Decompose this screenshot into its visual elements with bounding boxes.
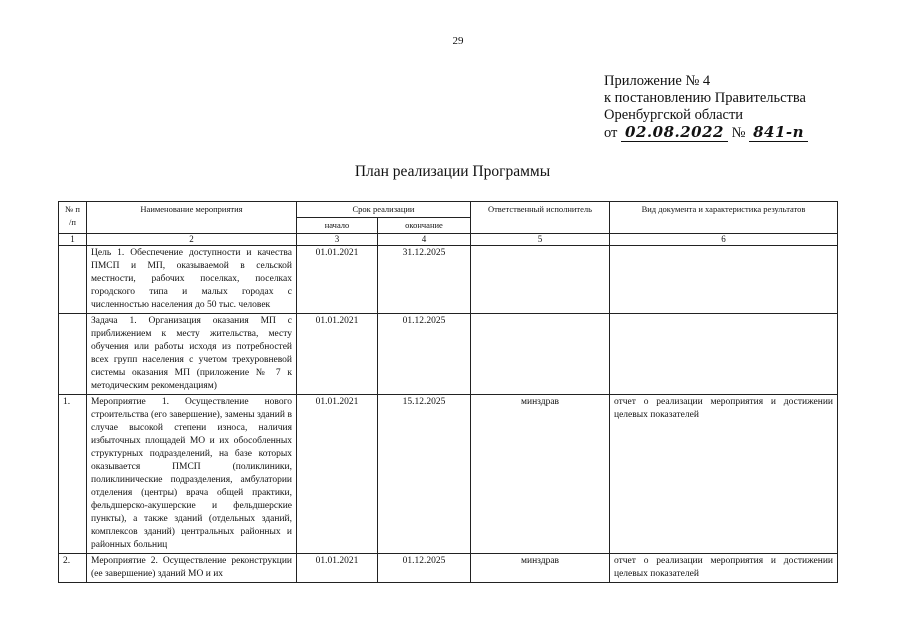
row-end: 15.12.2025 xyxy=(378,395,471,554)
row-responsible: минздрав xyxy=(471,395,610,554)
row-start: 01.01.2021 xyxy=(297,246,378,314)
column-number: 5 xyxy=(471,234,610,246)
row-responsible xyxy=(471,246,610,314)
row-result: отчет о реализации мероприятия и достижении целевых показателей xyxy=(610,554,838,583)
row-end: 01.12.2025 xyxy=(378,554,471,583)
column-number-row xyxy=(59,234,838,246)
handwritten-number: 841-п xyxy=(749,123,808,142)
row-end: 31.12.2025 xyxy=(378,246,471,314)
row-start: 01.01.2021 xyxy=(297,395,378,554)
header-result: Вид документа и характеристика результатов xyxy=(610,202,838,234)
document-title: План реализации Программы xyxy=(354,163,551,180)
header-period: Срок реализации xyxy=(297,202,471,218)
row-num xyxy=(59,246,87,314)
header-name: Наименование мероприятия xyxy=(87,202,297,234)
row-responsible xyxy=(471,314,610,395)
page-number: 29 xyxy=(452,35,464,47)
column-number: 2 xyxy=(87,234,297,246)
table-row-goal xyxy=(59,246,838,314)
row-result: отчет о реализации мероприятия и достижении целевых показателей xyxy=(610,395,838,554)
column-number: 1 xyxy=(59,234,87,246)
row-name: Задача 1. Организация оказания МП с приближением к месту жительства, месту обучения или работы исходя из потребностей всех групп населения с учетом трехуровневой системы оказания МП (приложение № 7 к методическим рекомендациям) xyxy=(87,314,297,395)
column-number: 4 xyxy=(378,234,471,246)
table-row-task xyxy=(59,314,838,395)
row-end: 01.12.2025 xyxy=(378,314,471,395)
row-result xyxy=(610,314,838,395)
row-start: 01.01.2021 xyxy=(297,314,378,395)
handwritten-date: 02.08.2022 xyxy=(621,123,728,142)
row-name: Мероприятие 1. Осуществление нового строительства (его завершение), замены зданий в случае высокой степени износа, наличия избыточных площадей МО и их обособленных структурных подразделений, на базе которых оказывается ПМСП (поликлиники, поликлинические подразделения, амбулатории отделения (центры) врача общей практики, фельдшерско-акушерские и фельдшерские пункты), а также зданий (отдельных зданий, комплексов зданий) центральных районных и районных больниц xyxy=(87,395,297,554)
row-num: 2. xyxy=(59,554,87,583)
row-num: 1. xyxy=(59,395,87,554)
row-name: Цель 1. Обеспечение доступности и качества ПМСП и МП, оказываемой в сельской местности, рабочих поселках, поселках городского типа и малых городах с численностью населения до 50 тыс. человек xyxy=(87,246,297,314)
row-result xyxy=(610,246,838,314)
appendix-block xyxy=(604,73,808,142)
header-end: окончание xyxy=(378,218,471,234)
appendix-line-2: к постановлению Правительства xyxy=(604,90,806,106)
column-number: 3 xyxy=(297,234,378,246)
column-number: 6 xyxy=(610,234,838,246)
appendix-line-1: Приложение № 4 xyxy=(604,73,711,89)
table-row-activity-1 xyxy=(59,395,838,554)
row-name: Мероприятие 2. Осуществление реконструкции (ее завершение) зданий МО и их xyxy=(87,554,297,583)
table-row-activity-2 xyxy=(59,554,838,583)
number-prefix: № xyxy=(731,125,746,141)
header-num: № п /п xyxy=(59,202,87,234)
header-row xyxy=(59,202,838,218)
appendix-line-3: Оренбургской области xyxy=(604,107,744,123)
plan-table xyxy=(58,201,838,583)
row-responsible: минздрав xyxy=(471,554,610,583)
header-responsible: Ответственный исполнитель xyxy=(471,202,610,234)
appendix-date-line xyxy=(604,124,808,142)
date-prefix: от xyxy=(604,125,618,141)
row-start: 01.01.2021 xyxy=(297,554,378,583)
row-num xyxy=(59,314,87,395)
header-start: начало xyxy=(297,218,378,234)
